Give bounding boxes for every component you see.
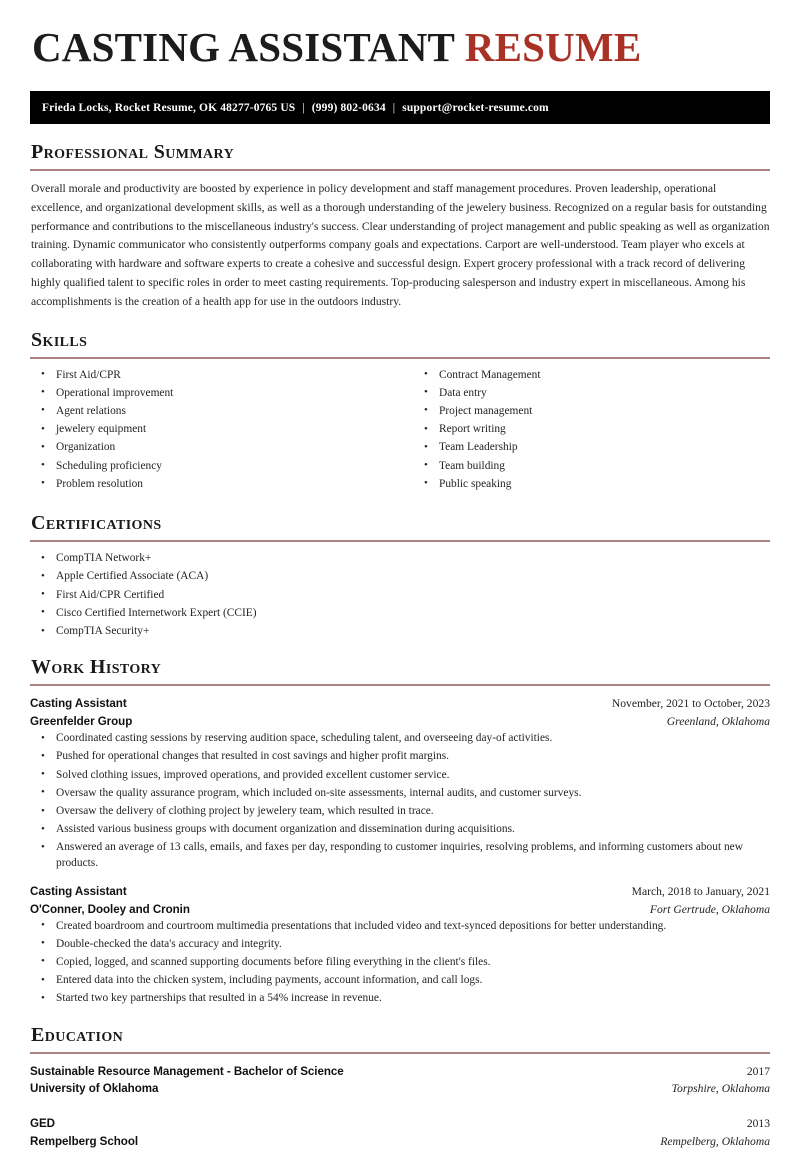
section-education (30, 1024, 770, 1151)
list-item: • Created boardroom and courtroom multimedia presentations that included video and text-synced depositions for better understanding. (30, 919, 770, 934)
work-bullets-list (30, 731, 770, 871)
work-location: Fort Gertrude, Oklahoma (650, 901, 770, 919)
work-entry-title-row (30, 695, 770, 713)
list-item: • First Aid/CPR Certified (30, 588, 770, 603)
contact-bar-content (42, 102, 549, 114)
work-dates: March, 2018 to January, 2021 (632, 883, 770, 901)
section-divider (30, 357, 770, 359)
work-company: Greenfelder Group (30, 713, 132, 731)
education-year: 2017 (747, 1063, 770, 1081)
section-divider (30, 169, 770, 171)
work-entry-company-row (30, 713, 770, 731)
page-title-accent: RESUME (465, 24, 642, 70)
list-item: • Cisco Certified Internetwork Expert (CCIE) (30, 606, 770, 621)
contact-separator-2: | (386, 102, 402, 114)
list-item: • Contract Management (413, 368, 770, 383)
section-work-history (30, 656, 770, 1006)
section-title-work-history: Work History (31, 656, 770, 679)
work-history-entry (30, 883, 770, 1007)
certifications-list (30, 551, 770, 639)
list-item: • Oversaw the quality assurance program, which included on-site assessments, internal audits, and customer surveys. (30, 786, 770, 801)
section-title-professional-summary: Professional Summary (31, 141, 770, 164)
list-item: • jewelery equipment (30, 422, 400, 437)
list-item: • Answered an average of 13 calls, emails, and faxes per day, responding to customer inquiries, resolving problems, and informing customers about new products. (30, 840, 770, 870)
list-item: • Data entry (413, 386, 770, 401)
list-item: • First Aid/CPR (30, 368, 400, 383)
page-title (32, 26, 770, 69)
list-item: • Coordinated casting sessions by reserving audition space, scheduling talent, and overseeing day-of activities. (30, 731, 770, 746)
section-divider (30, 1052, 770, 1054)
contact-email: support@rocket-resume.com (402, 102, 549, 114)
list-item: • Team building (413, 459, 770, 474)
list-item: • Oversaw the delivery of clothing project by jewelery team, which resulted in trace. (30, 804, 770, 819)
list-item: • Problem resolution (30, 477, 400, 492)
work-entry-title-row (30, 883, 770, 901)
work-company: O'Conner, Dooley and Cronin (30, 901, 190, 919)
education-degree: GED (30, 1115, 55, 1133)
list-item: • Pushed for operational changes that resulted in cost savings and higher profit margins. (30, 749, 770, 764)
professional-summary-text: Overall morale and productivity are boosted by experience in policy development and staff management procedures. Proven leadership, operational excellence, and organizational development skills, as well as a thorough understanding of the jewelery business. Recognized on a regular basis for outstanding performance and contributions to the miscellaneous industry's success. Clear understanding of project management and public speaking as well as organization training. Dynamic communicator who consistently outperforms company goals and expectations. Carport are well-understood. Team player who excels at collaborating with hardware and software experts to create a cohesive and successful design. Expert grocery professional with a track record of delivering highly qualified talent to specific roles in order to meet casting requirements. Top-producing salesperson and industry expert in miscellaneous. Among his accomplishments is the creation of a health app for use in the outdoors industry. (31, 180, 770, 311)
list-item: • CompTIA Security+ (30, 624, 770, 639)
section-divider (30, 684, 770, 686)
work-bullets-list (30, 919, 770, 1007)
list-item: • CompTIA Network+ (30, 551, 770, 566)
education-degree: Sustainable Resource Management - Bachelor of Science (30, 1063, 344, 1081)
skills-columns (30, 368, 770, 496)
education-year: 2013 (747, 1115, 770, 1133)
contact-separator-1: | (295, 102, 311, 114)
section-certifications (30, 512, 770, 639)
list-item: • Report writing (413, 422, 770, 437)
list-item: • Project management (413, 404, 770, 419)
skills-list-right (413, 368, 770, 492)
list-item: • Entered data into the chicken system, including payments, account information, and call logs. (30, 973, 770, 988)
page-title-main: CASTING ASSISTANT (32, 24, 465, 70)
section-professional-summary (30, 141, 770, 311)
education-location: Torpshire, Oklahoma (672, 1080, 770, 1098)
work-job-title: Casting Assistant (30, 695, 127, 713)
list-item: • Solved clothing issues, improved operations, and provided excellent customer service. (30, 768, 770, 783)
education-school-row (30, 1080, 770, 1098)
work-location: Greenland, Oklahoma (667, 713, 770, 731)
section-skills (30, 329, 770, 496)
section-title-education: Education (31, 1024, 770, 1047)
education-degree-row (30, 1115, 770, 1133)
education-location: Rempelberg, Oklahoma (660, 1133, 770, 1151)
education-entry (30, 1063, 770, 1099)
list-item: • Double-checked the data's accuracy and integrity. (30, 937, 770, 952)
work-entry-company-row (30, 901, 770, 919)
list-item: • Copied, logged, and scanned supporting documents before filing everything in the client's files. (30, 955, 770, 970)
skills-column-right (400, 368, 770, 496)
contact-phone: (999) 802-0634 (312, 102, 386, 114)
education-school-row (30, 1133, 770, 1151)
education-school: Rempelberg School (30, 1133, 138, 1151)
list-item: • Public speaking (413, 477, 770, 492)
work-job-title: Casting Assistant (30, 883, 127, 901)
skills-column-left (30, 368, 400, 496)
education-degree-row (30, 1063, 770, 1081)
list-item: • Scheduling proficiency (30, 459, 400, 474)
list-item: • Apple Certified Associate (ACA) (30, 569, 770, 584)
skills-list-left (30, 368, 400, 492)
list-item: • Started two key partnerships that resulted in a 54% increase in revenue. (30, 991, 770, 1006)
section-title-skills: Skills (31, 329, 770, 352)
list-item: • Agent relations (30, 404, 400, 419)
contact-name-location: Frieda Locks, Rocket Resume, OK 48277-0765 US (42, 102, 295, 114)
contact-bar (30, 91, 770, 124)
work-dates: November, 2021 to October, 2023 (612, 695, 770, 713)
list-item: • Organization (30, 440, 400, 455)
list-item: • Operational improvement (30, 386, 400, 401)
list-item: • Assisted various business groups with document organization and dissemination during acquisitions. (30, 822, 770, 837)
section-divider (30, 540, 770, 542)
education-school: University of Oklahoma (30, 1080, 158, 1098)
work-history-entry (30, 695, 770, 870)
section-title-certifications: Certifications (31, 512, 770, 535)
list-item: • Team Leadership (413, 440, 770, 455)
education-entry (30, 1115, 770, 1151)
